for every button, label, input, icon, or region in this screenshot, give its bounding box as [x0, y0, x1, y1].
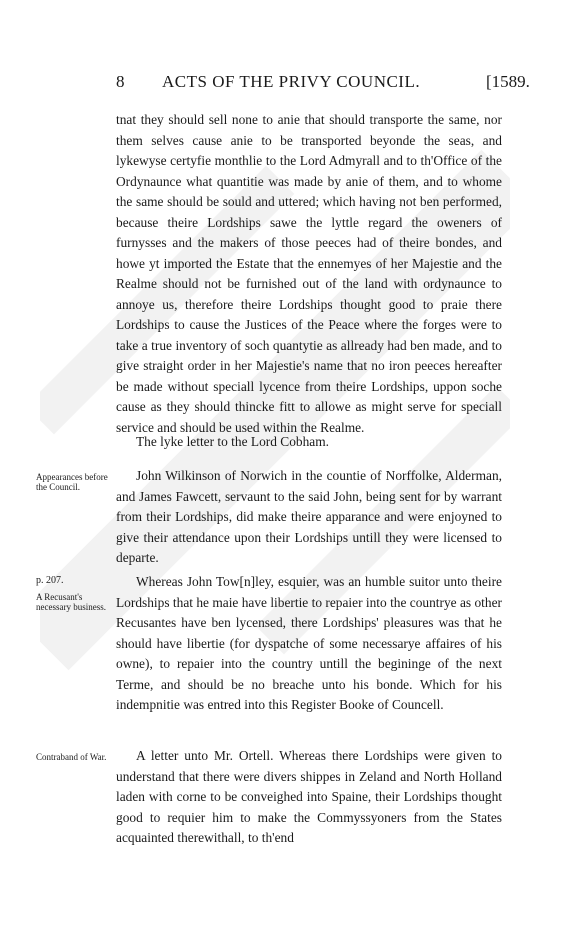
- running-title: ACTS OF THE PRIVY COUNCIL.: [162, 72, 421, 91]
- paragraph-ortell: A letter unto Mr. Ortell. Whereas there Lordships were given to understand that there were divers shippes in Zeland and North Holland laden with corne to be conveighed into Spaine, their Lordships thought good to requier him to make the Commyssyoners from the States acquainted therewithall, to th'end: [116, 748, 502, 845]
- running-header: [0, 72, 567, 96]
- margin-note-appearances: Appearances before the Council.: [36, 472, 108, 492]
- year-marker: [1589.: [486, 72, 530, 91]
- page-number: 8: [116, 72, 125, 91]
- margin-note-contraband: Contraband of War.: [36, 752, 107, 762]
- paragraph-lyke-letter: The lyke letter to the Lord Cobham.: [136, 434, 329, 449]
- margin-page-reference: p. 207.: [36, 575, 64, 586]
- margin-note-recusant: A Recusant's necessary business.: [36, 592, 106, 612]
- paragraph-letter-continued: tnat they should sell none to anie that should transporte the same, nor them selves cause anie to be transported beyonde the seas, and lykewyse certyfie monthlie to the Lord Admyrall and to th'Office of the Ordynaunce what quantitie was made by anie of them, and to whome the same should be sould and uttered; which having not ben performed, because theire Lordships sawe the lyttle regard the oweners of furnysses and the makers of those peeces had of theire bondes, and howe yt imported the Estate that the ennemyes of her Majestie and the Realme should not be furnished out of the land with ordynaunce to annoye us, therefore theire Lordships thought good to praie there Lordships to cause the Justices of the Peace where the forges were to take a true inventory of soch quantytie as allready had ben made, and to give straight order in her Majestie's name that no iron peeces hereafter be made without speciall lycence from theire Lordships, uppon soche cause as they should thincke fitt to allowe as might serve for speciall service and should be used within the Realme.: [116, 112, 502, 435]
- paragraph-townley: Whereas John Tow[n]ley, esquier, was an humble suitor unto theire Lordships that he maie have libertie to repaier into the countrye as other Recusantes have ben lycensed, there Lordships' pleasures was that he should have libertie (for dyspatche of some necessarye affaires of his owne), to repaier into the country untill the begininge of the next Terme, and should be no breache unto his bonde. Which for his indempnitie was entred into this Register Booke of Councell.: [116, 574, 502, 712]
- paragraph-wilkinson: John Wilkinson of Norwich in the countie of Norffolke, Alderman, and James Fawcett, servaunt to the said John, being sent for by warrant from their Lordships, did make theire apparance and were enjoyned to give their attendance upon their Lordships untill they were licensed to departe.: [116, 468, 502, 565]
